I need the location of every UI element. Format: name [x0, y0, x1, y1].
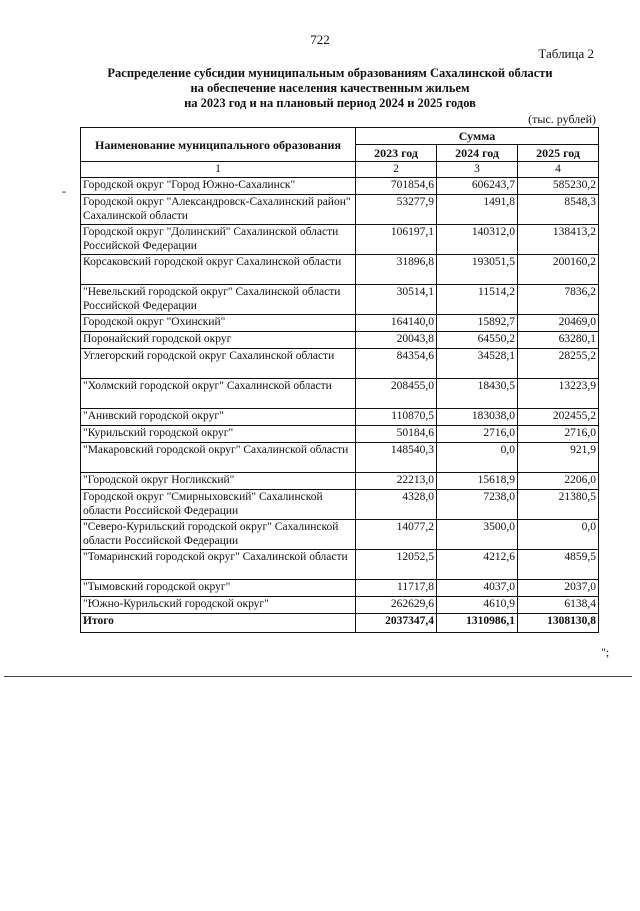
amount-cell: 28255,2 [518, 349, 599, 379]
amount-cell: 14077,2 [356, 520, 437, 550]
amount-cell: 8548,3 [518, 195, 599, 225]
bottom-divider [4, 676, 632, 677]
amount-cell: 31896,8 [356, 255, 437, 285]
amount-cell: 208455,0 [356, 379, 437, 409]
amount-cell: 4037,0 [437, 580, 518, 597]
amount-cell: 15618,9 [437, 473, 518, 490]
amount-cell: 22213,0 [356, 473, 437, 490]
municipality-name: Поронайский городской округ [81, 332, 356, 349]
amount-cell: 2206,0 [518, 473, 599, 490]
column-header-year: 2025 год [518, 145, 599, 162]
municipality-name: "Тымовский городской округ" [81, 580, 356, 597]
amount-cell: 13223,9 [518, 379, 599, 409]
amount-cell: 2037,0 [518, 580, 599, 597]
amount-cell: 4328,0 [356, 490, 437, 520]
amount-cell: 606243,7 [437, 178, 518, 195]
page-number: 722 [310, 32, 330, 47]
table-row [81, 409, 599, 426]
table-row [81, 490, 599, 520]
amount-cell: 200160,2 [518, 255, 599, 285]
total-2023: 2037347,4 [356, 614, 437, 633]
table-body [81, 178, 599, 614]
total-2025: 1308130,8 [518, 614, 599, 633]
column-index: 2 [356, 162, 437, 178]
table-label: Таблица 2 [538, 46, 594, 61]
table-row [81, 443, 599, 473]
amount-cell: 2716,0 [437, 426, 518, 443]
amount-cell: 585230,2 [518, 178, 599, 195]
title-line: на 2023 год и на плановый период 2024 и 2025 годов [184, 96, 476, 110]
table-row [81, 225, 599, 255]
amount-cell: 106197,1 [356, 225, 437, 255]
column-index: 3 [437, 162, 518, 178]
amount-cell: 4212,6 [437, 550, 518, 580]
amount-cell: 64550,2 [437, 332, 518, 349]
column-header-year: 2024 год [437, 145, 518, 162]
amount-cell: 34528,1 [437, 349, 518, 379]
amount-cell: 7836,2 [518, 285, 599, 315]
amount-cell: 11717,8 [356, 580, 437, 597]
column-header-year: 2023 год [356, 145, 437, 162]
amount-cell: 2716,0 [518, 426, 599, 443]
amount-cell: 4859,5 [518, 550, 599, 580]
municipality-name: Городской округ "Охинский" [81, 315, 356, 332]
table-row [81, 426, 599, 443]
amount-cell: 921,9 [518, 443, 599, 473]
municipality-name: Городской округ "Смирныховский" Сахалинской области Российской Федерации [81, 490, 356, 520]
amount-cell: 138413,2 [518, 225, 599, 255]
municipality-name: Городской округ "Александровск-Сахалинский район" Сахалинской области [81, 195, 356, 225]
column-index: 1 [81, 162, 356, 178]
total-2024: 1310986,1 [437, 614, 518, 633]
municipality-name: "Невельский городской округ" Сахалинской области Российской Федерации [81, 285, 356, 315]
amount-cell: 18430,5 [437, 379, 518, 409]
table-row [81, 349, 599, 379]
table-row [81, 332, 599, 349]
units-note: (тыс. рублей) [528, 112, 596, 126]
amount-cell: 30514,1 [356, 285, 437, 315]
amount-cell: 3500,0 [437, 520, 518, 550]
amount-cell: 6138,4 [518, 597, 599, 614]
closing-quote-mark: "; [601, 645, 610, 659]
amount-cell: 140312,0 [437, 225, 518, 255]
table-row [81, 597, 599, 614]
amount-cell: 193051,5 [437, 255, 518, 285]
municipality-name: Городской округ "Город Южно-Сахалинск" [81, 178, 356, 195]
municipality-name: "Томаринский городской округ" Сахалинской области [81, 550, 356, 580]
amount-cell: 15892,7 [437, 315, 518, 332]
amount-cell: 11514,2 [437, 285, 518, 315]
table-row [81, 315, 599, 332]
subsidy-table [80, 127, 599, 633]
municipality-name: "Городской округ Ногликский" [81, 473, 356, 490]
amount-cell: 12052,5 [356, 550, 437, 580]
column-header-name: Наименование муниципального образования [81, 128, 356, 162]
amount-cell: 148540,3 [356, 443, 437, 473]
table-row [81, 580, 599, 597]
total-label: Итого [81, 614, 356, 633]
amount-cell: 84354,6 [356, 349, 437, 379]
municipality-name: "Южно-Курильский городской округ" [81, 597, 356, 614]
amount-cell: 20043,8 [356, 332, 437, 349]
municipality-name: "Анивский городской округ" [81, 409, 356, 426]
margin-mark: - [62, 184, 66, 198]
amount-cell: 0,0 [437, 443, 518, 473]
amount-cell: 50184,6 [356, 426, 437, 443]
column-header-sum: Сумма [356, 128, 599, 145]
municipality-name: Углегорский городской округ Сахалинской области [81, 349, 356, 379]
table-row [81, 473, 599, 490]
amount-cell: 262629,6 [356, 597, 437, 614]
amount-cell: 20469,0 [518, 315, 599, 332]
table-row [81, 195, 599, 225]
municipality-name: Корсаковский городской округ Сахалинской области [81, 255, 356, 285]
amount-cell: 0,0 [518, 520, 599, 550]
table-row [81, 285, 599, 315]
table-row [81, 550, 599, 580]
amount-cell: 202455,2 [518, 409, 599, 426]
municipality-name: "Курильский городской округ" [81, 426, 356, 443]
municipality-name: "Северо-Курильский городской округ" Сахалинской области Российской Федерации [81, 520, 356, 550]
table-row [81, 178, 599, 195]
municipality-name: "Холмский городской округ" Сахалинской области [81, 379, 356, 409]
amount-cell: 164140,0 [356, 315, 437, 332]
amount-cell: 53277,9 [356, 195, 437, 225]
municipality-name: "Макаровский городской округ" Сахалинской области [81, 443, 356, 473]
document-title [80, 66, 580, 111]
table-row [81, 379, 599, 409]
amount-cell: 701854,6 [356, 178, 437, 195]
total-row [81, 614, 599, 633]
amount-cell: 21380,5 [518, 490, 599, 520]
municipality-name: Городской округ "Долинский" Сахалинской области Российской Федерации [81, 225, 356, 255]
amount-cell: 4610,9 [437, 597, 518, 614]
amount-cell: 110870,5 [356, 409, 437, 426]
amount-cell: 63280,1 [518, 332, 599, 349]
column-index: 4 [518, 162, 599, 178]
amount-cell: 7238,0 [437, 490, 518, 520]
title-line: на обеспечение населения качественным жильем [190, 81, 470, 95]
amount-cell: 1491,8 [437, 195, 518, 225]
table-row [81, 520, 599, 550]
title-line: Распределение субсидии муниципальным образованиям Сахалинской области [107, 66, 553, 80]
table-row [81, 255, 599, 285]
amount-cell: 183038,0 [437, 409, 518, 426]
